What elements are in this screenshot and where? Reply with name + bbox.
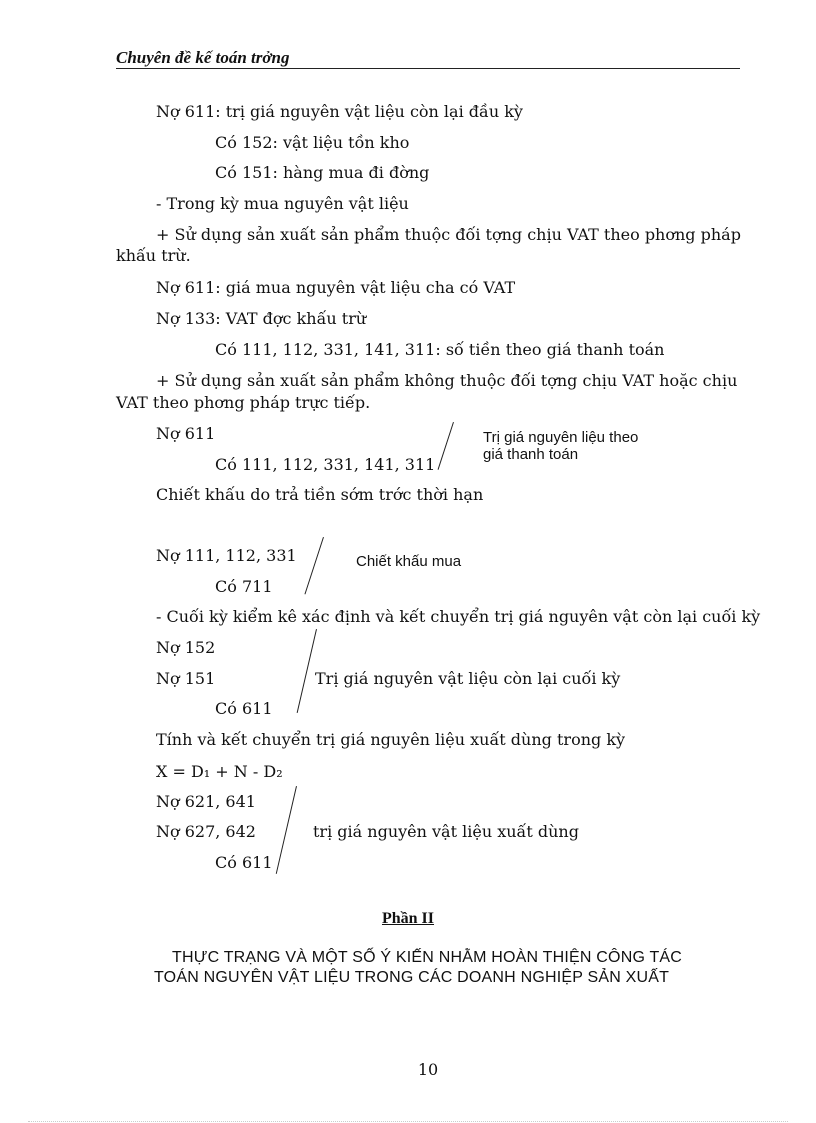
entry-note: trị giá nguyên vật liệu xuất dùng — [313, 822, 579, 841]
entry-line: khấu trừ. — [116, 246, 191, 265]
entry-line: Có 111, 112, 331, 141, 311: số tiền theo giá thanh toán — [215, 340, 665, 359]
entry-line: Có 611 — [215, 699, 273, 718]
running-header: Chuyên đề kế toán trởng — [116, 48, 740, 69]
entry-line: Nợ 111, 112, 331 — [156, 546, 297, 565]
entry-line: Có 151: hàng mua đi đờng — [215, 163, 430, 182]
entry-line: Có 152: vật liệu tồn kho — [215, 133, 410, 152]
entry-note: giá thanh toán — [483, 446, 579, 463]
entry-line: Chiết khấu do trả tiền sớm trớc thời hạn — [156, 485, 484, 504]
entry-line: + Sử dụng sản xuất sản phẩm thuộc đối tợng chịu VAT theo phơng pháp — [156, 225, 741, 244]
entry-line: + Sử dụng sản xuất sản phẩm không thuộc đối tợng chịu VAT hoặc chịu — [156, 371, 738, 390]
entry-line: Nợ 133: VAT đợc khấu trừ — [156, 309, 367, 328]
entry-line: Có 711 — [215, 577, 273, 596]
bracket-slash — [304, 537, 324, 594]
entry-line: Có 611 — [215, 853, 273, 872]
entry-line: - Cuối kỳ kiểm kê xác định và kết chuyển trị giá nguyên vật còn lại cuối kỳ — [156, 607, 761, 626]
bracket-slash — [276, 786, 298, 874]
entry-line: Nợ 152 — [156, 638, 216, 657]
page-edge-divider — [28, 1121, 788, 1122]
part-title: Phần II — [381, 910, 435, 927]
section-heading-line-1: THỰC TRẠNG VÀ MỘT SỐ Ý KIẾN NHẰM HOÀN THIỆN CÔNG TÁC — [172, 949, 683, 966]
entry-line: Nợ 611: giá mua nguyên vật liệu cha có VAT — [156, 278, 516, 297]
section-heading-line-2: TOÁN NGUYÊN VẬT LIỆU TRONG CÁC DOANH NGHIỆP SẢN XUẤT — [154, 969, 670, 986]
entry-line: Tính và kết chuyển trị giá nguyên liệu xuất dùng trong kỳ — [156, 730, 626, 749]
entry-line: - Trong kỳ mua nguyên vật liệu — [156, 194, 409, 213]
entry-line: Nợ 627, 642 — [156, 822, 256, 841]
entry-note: Trị giá nguyên liệu theo — [483, 429, 639, 446]
entry-line: Nợ 611: trị giá nguyên vật liệu còn lại đầu kỳ — [156, 102, 523, 121]
entry-note: Trị giá nguyên vật liệu còn lại cuối kỳ — [315, 669, 621, 688]
entry-line: Nợ 611 — [156, 424, 216, 443]
entry-line: Có 111, 112, 331, 141, 311 — [215, 455, 436, 474]
page-number: 10 — [417, 1060, 439, 1079]
entry-note: Chiết khấu mua — [356, 553, 462, 570]
bracket-slash — [438, 422, 455, 470]
entry-line: VAT theo phơng pháp trực tiếp. — [116, 393, 371, 412]
entry-line: Nợ 151 — [156, 669, 216, 688]
formula: X = D₁ + N - D₂ — [156, 762, 283, 781]
entry-line: Nợ 621, 641 — [156, 792, 256, 811]
